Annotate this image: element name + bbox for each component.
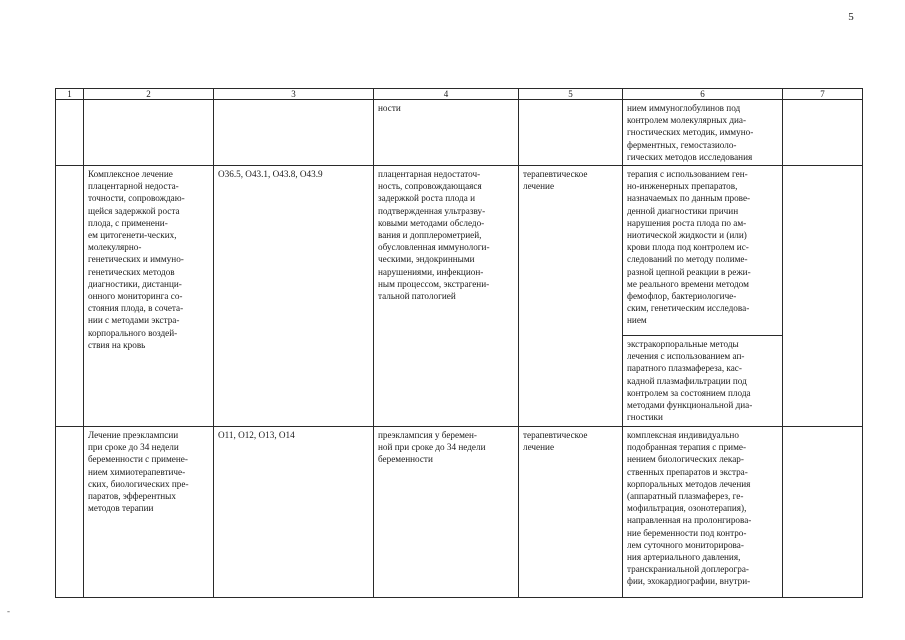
cell-empty (56, 166, 84, 427)
table-row-placental (56, 166, 863, 336)
cell-treatment-method: терапия с использованием ген- но-инженерных препаратов, назначаемых по данным прове- денной диагностики причин нарушения роста плода по ам- ниотической жидкости и (или) крови плода под контролем ис- следований по методу полиме- разной цепной реакции в режи- ме реального времени методом фемофлор, бактериологиче- ским, генетическим исследова- нием (623, 166, 783, 336)
header-col-6: 6 (623, 89, 783, 100)
procedures-table (55, 88, 863, 598)
table-row-continued (56, 100, 863, 166)
cell-empty (783, 166, 863, 427)
cell-treatment-type: терапевтическое лечение (519, 166, 623, 427)
header-col-5: 5 (519, 89, 623, 100)
cell-procedure-name: Лечение преэклампсии при сроке до 34 недели беременности с примене- нием химиотерапевтиче- ских, биологических пре- паратов, эфферентных методов терапии (84, 427, 214, 598)
cell-empty (519, 100, 623, 166)
cell-treatment-method: комплексная индивидуально подобранная терапия с приме- нением биологических лекар- ственных препаратов и экстра- корпоральных методов лечения (аппаратный плазмаферез, ге- мофильтрация, озонотерапия), направленная на пролонгирова- ние беременности под контро- лем суточного мониторирова- ния артериального давления, транскраниальной доплерогра- фии, эхокардиографии, внутри- (623, 427, 783, 598)
cell-empty (56, 427, 84, 598)
margin-mark: - (7, 606, 10, 616)
cell-icd-codes: O11, O12, O13, O14 (214, 427, 374, 598)
table-row-preeclampsia (56, 427, 863, 598)
cell-treatment-type: терапевтическое лечение (519, 427, 623, 598)
cell-procedure-name: Комплексное лечение плацентарной недоста- точности, сопровождаю- щейся задержкой роста плода, с применени- ем цитогенети-ческих, молекулярно- генетических и иммуно- генетических методов диагностики, дистанци- онного мониторинга со- стояния плода, в сочета- нии с методами экстра- корпорального воздей- ствия на кровь (84, 166, 214, 427)
header-col-7: 7 (783, 89, 863, 100)
cell-method-continued: нием иммуноглобулинов под контролем молекулярных диа- гностических методик, иммуно- ферментных, гемостазиоло- гических методов исследования (623, 100, 783, 166)
cell-condition: преэклампсия у беремен- ной при сроке до 34 недели беременности (374, 427, 519, 598)
cell-icd-codes: O36.5, O43.1, O43.8, O43.9 (214, 166, 374, 427)
header-col-2: 2 (84, 89, 214, 100)
table-header-row (56, 89, 863, 100)
cell-empty (56, 100, 84, 166)
header-col-1: 1 (56, 89, 84, 100)
page-number: 5 (848, 11, 854, 23)
header-col-3: 3 (214, 89, 374, 100)
cell-empty (214, 100, 374, 166)
cell-empty (84, 100, 214, 166)
header-col-4: 4 (374, 89, 519, 100)
cell-condition-continued: ности (374, 100, 519, 166)
cell-condition: плацентарная недостаточ- ность, сопровождающаяся задержкой роста плода и подтвержденная ультразву- ковыми методами обследо- вания и допплерометрией, обусловленная иммунологи- ческими, эндокринными нарушениями, инфекцион- ным процессом, экстрагени- тальной патологией (374, 166, 519, 427)
cell-empty (783, 100, 863, 166)
cell-empty (783, 427, 863, 598)
cell-treatment-method: экстракорпоральные методы лечения с использованием ап- паратного плазмафереза, кас- кадной плазмафильтрации под контролем за состоянием плода методами функциональной диа- гностики (623, 336, 783, 427)
